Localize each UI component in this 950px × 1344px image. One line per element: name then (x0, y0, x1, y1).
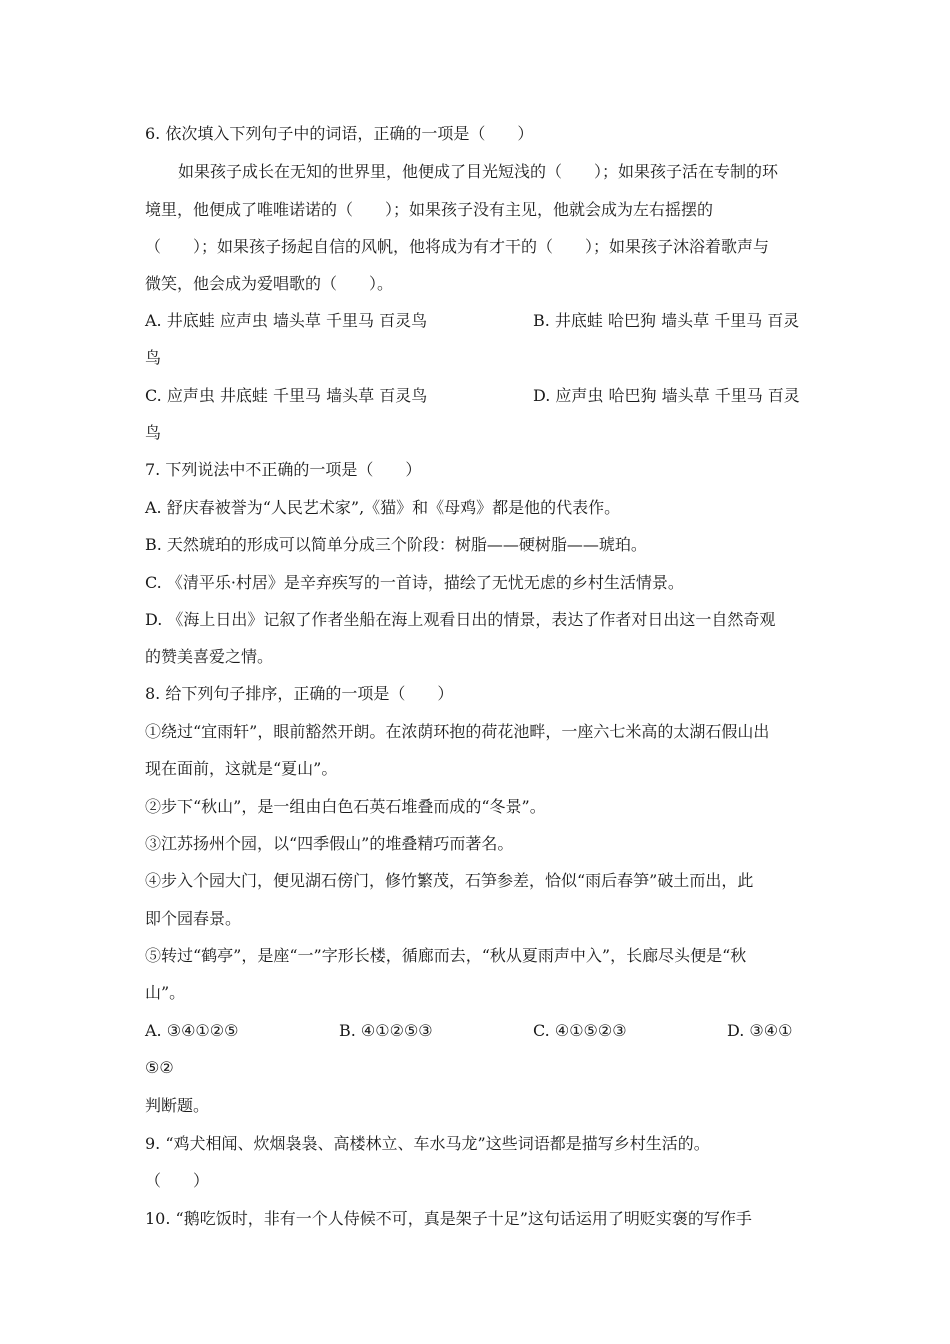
question-7-option-d: D. 《海上日出》记叙了作者坐船在海上观看日出的情景，表达了作者对日出这一自然奇观 (145, 610, 776, 629)
question-10-stem: 10. “鹅吃饭时，非有一个人侍候不可，真是架子十足”这句话运用了明贬实褒的写作手 (145, 1209, 752, 1228)
question-8-option-d-wrap: ⑤② (145, 1058, 174, 1077)
question-8-sentence-1-wrap: 现在面前，这就是“夏山”。 (145, 759, 338, 778)
question-6-passage-line: 如果孩子成长在无知的世界里，他便成了目光短浅的（ ）；如果孩子活在专制的环 (178, 162, 779, 181)
question-8-option-a: A. ③④①②⑤ (145, 1021, 239, 1040)
question-6-option-b: B. 井底蛙 哈巴狗 墙头草 千里马 百灵 (533, 311, 800, 330)
question-8-sentence-5: ⑤转过“鹤亭”，是座“一”字形长楼，循廊而去，“秋从夏雨声中入”，长廊尽头便是“秋 (145, 946, 747, 965)
question-8-sentence-4: ④步入个园大门，便见湖石傍门，修竹繁茂，石笋参差，恰似“雨后春笋”破土而出，此 (145, 871, 754, 890)
question-6-passage-line: （ ）；如果孩子扬起自信的风帆，他将成为有才干的（ ）；如果孩子沐浴着歌声与 (145, 237, 770, 256)
question-7-stem: 7. 下列说法中不正确的一项是（ ） (145, 460, 422, 479)
question-8-sentence-4-wrap: 即个园春景。 (145, 909, 242, 928)
question-7-option-b: B. 天然琥珀的形成可以简单分成三个阶段：树脂——硬树脂——琥珀。 (145, 535, 647, 554)
question-8-stem: 8. 给下列句子排序，正确的一项是（ ） (145, 684, 454, 703)
question-6-option-d-wrap: 鸟 (145, 423, 162, 442)
question-6-option-c: C. 应声虫 井底蛙 千里马 墙头草 百灵鸟 (145, 386, 428, 405)
question-8-sentence-5-wrap: 山”。 (145, 983, 186, 1002)
question-8-sentence-1: ①绕过“宜雨轩”，眼前豁然开朗。在浓荫环抱的荷花池畔，一座六七米高的太湖石假山出 (145, 722, 770, 741)
question-8-sentence-3: ③江苏扬州个园，以“四季假山”的堆叠精巧而著名。 (145, 834, 514, 853)
question-9-answer-paren: （ ） (145, 1171, 210, 1190)
question-6-passage-line: 境里，他便成了唯唯诺诺的（ ）；如果孩子没有主见，他就会成为左右摇摆的 (145, 200, 714, 219)
question-7-option-d-wrap: 的赞美喜爱之情。 (145, 647, 274, 666)
question-6-option-b-wrap: 鸟 (145, 348, 162, 367)
question-6-passage-line: 微笑，他会成为爱唱歌的（ ）。 (145, 274, 394, 293)
question-6-stem: 6. 依次填入下列句子中的词语，正确的一项是（ ） (145, 124, 534, 143)
question-8-option-d: D. ③④① (727, 1021, 793, 1040)
section-heading: 判断题。 (145, 1096, 210, 1115)
question-8-sentence-2: ②步下“秋山”，是一组由白色石英石堆叠而成的“冬景”。 (145, 797, 546, 816)
question-8-option-c: C. ④①⑤②③ (533, 1021, 627, 1040)
question-6-option-a: A. 井底蛙 应声虫 墙头草 千里马 百灵鸟 (145, 311, 428, 330)
question-7-option-c: C. 《清平乐·村居》是辛弃疾写的一首诗，描绘了无忧无虑的乡村生活情景。 (145, 573, 684, 592)
question-6-option-d: D. 应声虫 哈巴狗 墙头草 千里马 百灵 (533, 386, 800, 405)
question-8-option-b: B. ④①②⑤③ (339, 1021, 433, 1040)
question-7-option-a: A. 舒庆春被誉为“人民艺术家”,《猫》和《母鸡》都是他的代表作。 (145, 498, 621, 517)
question-9-stem: 9. “鸡犬相闻、炊烟袅袅、高楼林立、车水马龙”这些词语都是描写乡村生活的。 (145, 1134, 710, 1153)
